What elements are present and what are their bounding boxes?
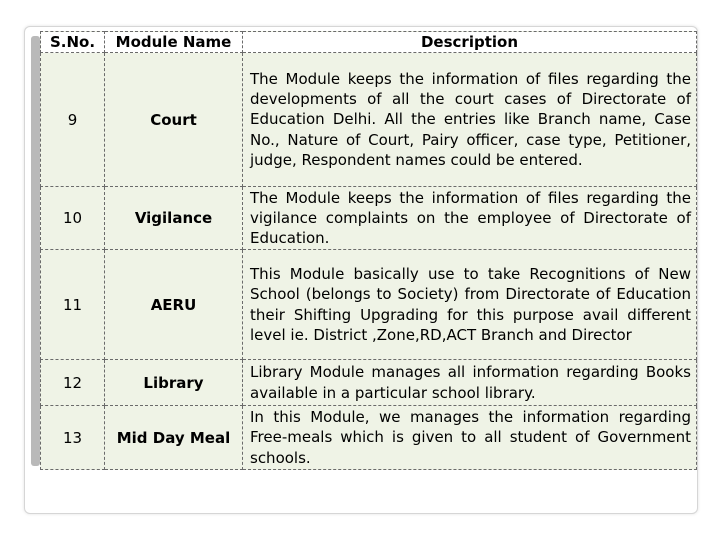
header-module-name: Module Name [105, 32, 243, 53]
table-header-row [41, 32, 697, 53]
table-row [41, 250, 697, 360]
row-description: The Module keeps the information of files regarding the vigilance complaints on the employee of Directorate of Education. [243, 187, 697, 250]
modules-table [40, 31, 697, 470]
row-module-name: AERU [105, 250, 243, 360]
row-sno: 13 [41, 406, 105, 470]
row-description: This Module basically use to take Recognitions of New School (belongs to Society) from Directorate of Education their Shifting Upgrading for this purpose avail different level ie. District ,Zone,RD,ACT Branch and Director [243, 250, 697, 360]
row-sno: 11 [41, 250, 105, 360]
row-description: The Module keeps the information of files regarding the developments of all the court cases of Directorate of Education Delhi. All the entries like Branch name, Case No., Nature of Court, Pairy officer, case type, Petitioner, judge, Respondent names could be entered. [243, 53, 697, 187]
table-row [41, 187, 697, 250]
row-description: In this Module, we manages the information regarding Free-meals which is given to all student of Government schools. [243, 406, 697, 470]
table-row [41, 406, 697, 470]
header-sno: S.No. [41, 32, 105, 53]
slide-accent-bar [31, 36, 40, 466]
table-row [41, 360, 697, 406]
row-description: Library Module manages all information regarding Books available in a particular school library. [243, 360, 697, 406]
row-module-name: Court [105, 53, 243, 187]
table-row [41, 53, 697, 187]
row-sno: 9 [41, 53, 105, 187]
row-module-name: Library [105, 360, 243, 406]
header-description: Description [243, 32, 697, 53]
row-module-name: Mid Day Meal [105, 406, 243, 470]
row-sno: 10 [41, 187, 105, 250]
row-module-name: Vigilance [105, 187, 243, 250]
row-sno: 12 [41, 360, 105, 406]
